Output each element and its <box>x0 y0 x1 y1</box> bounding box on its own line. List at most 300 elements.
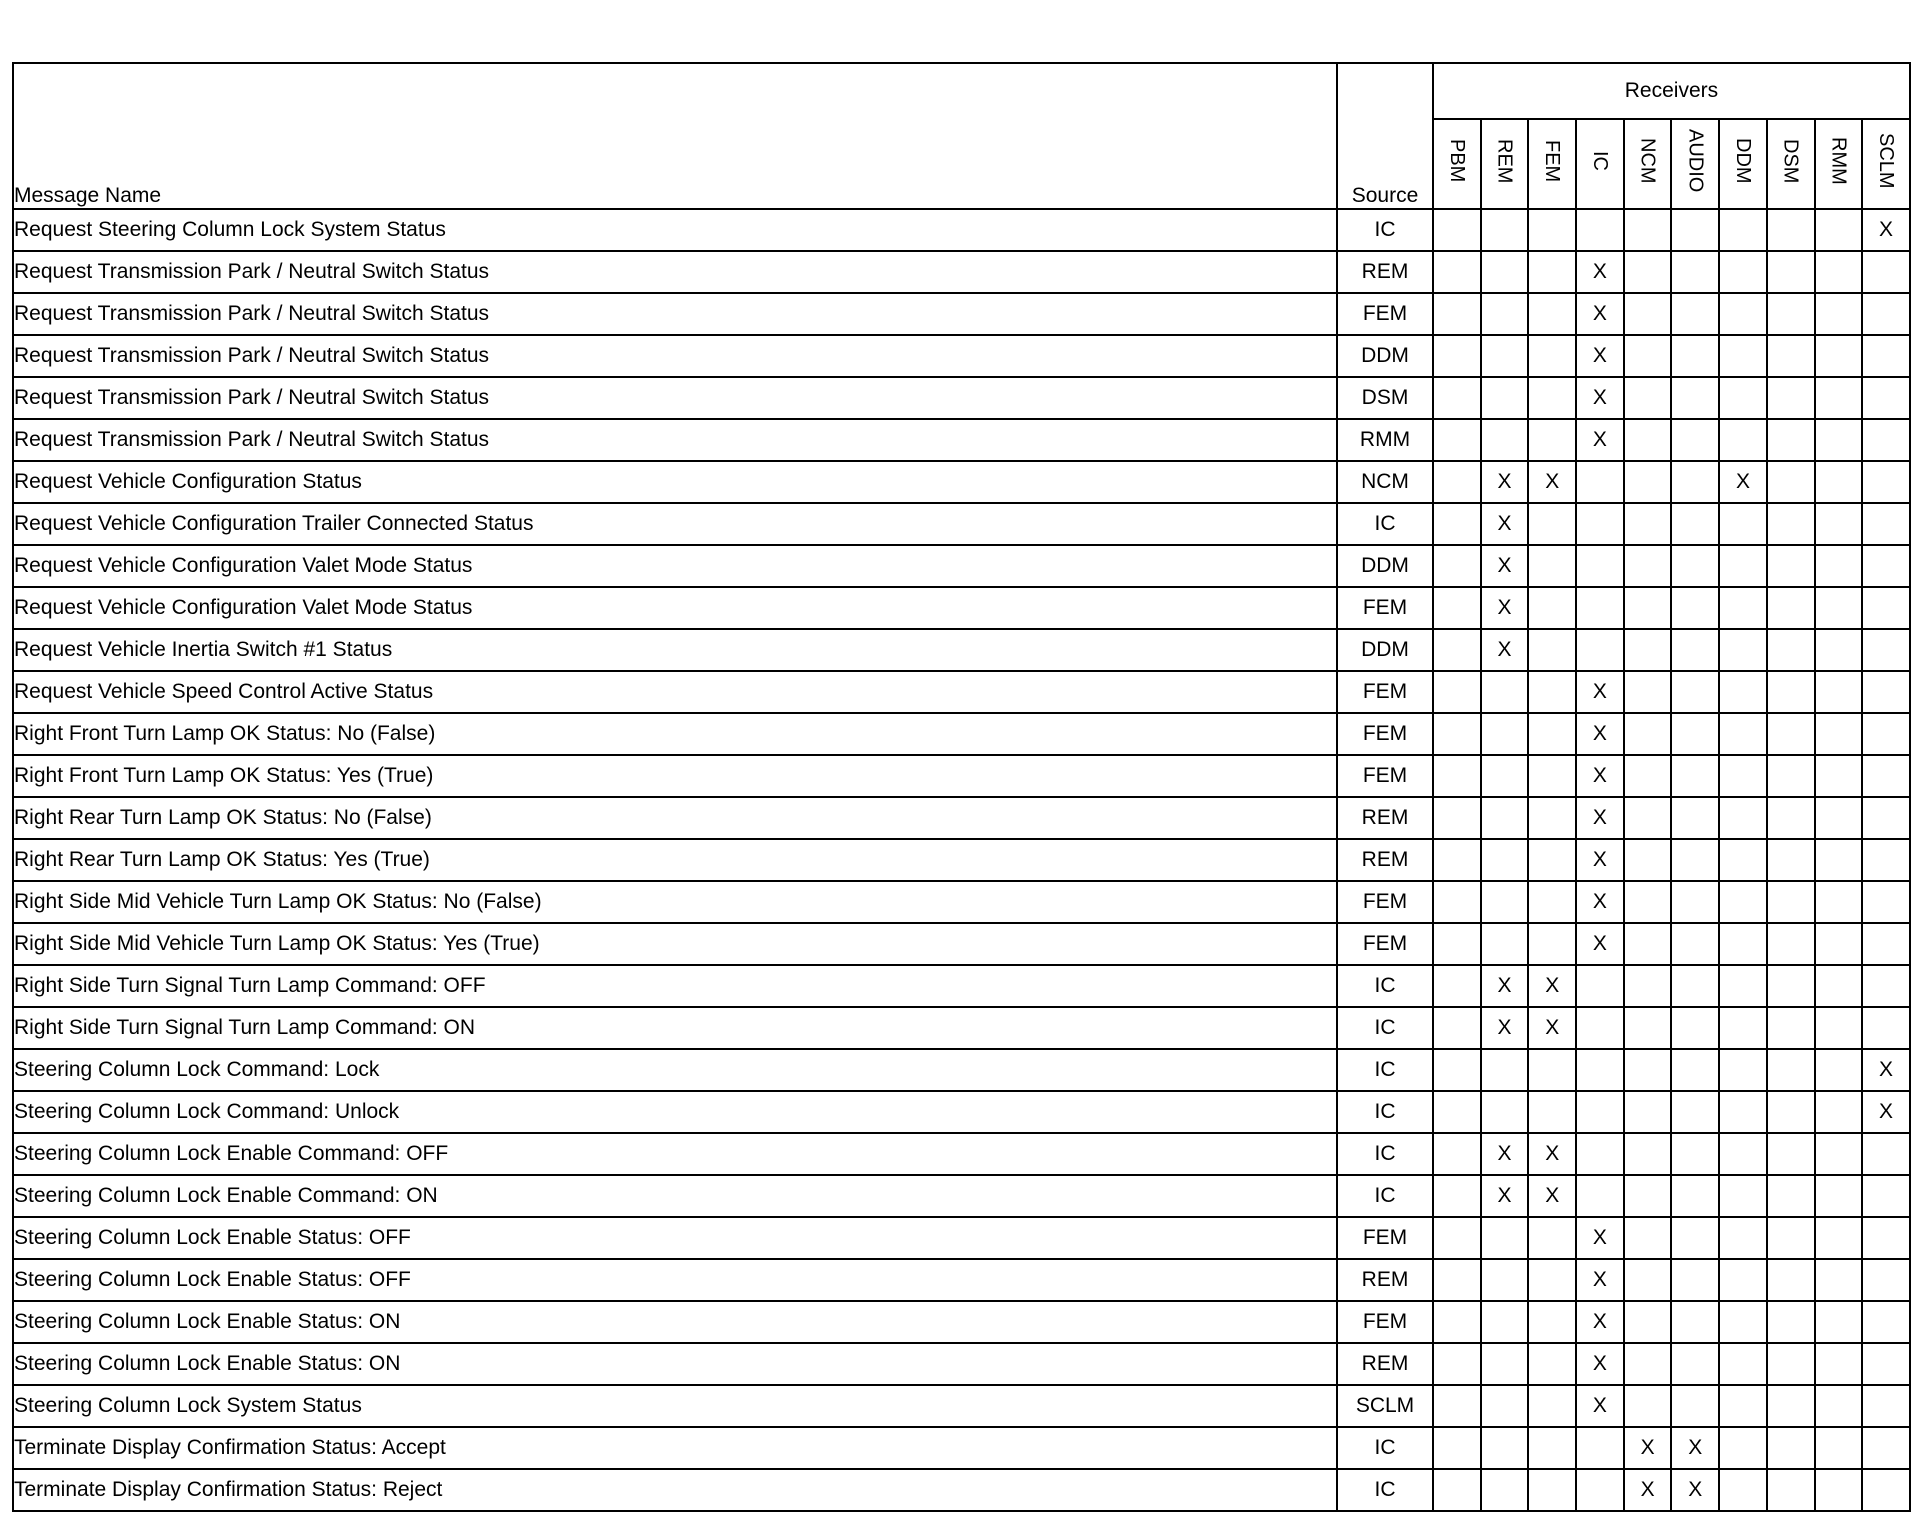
receiver-cell-pbm <box>1433 797 1481 839</box>
receiver-cell-ic: X <box>1576 251 1624 293</box>
receiver-cell-ncm <box>1624 419 1672 461</box>
message-name-cell: Request Vehicle Configuration Trailer Connected Status <box>13 503 1337 545</box>
source-cell: IC <box>1337 209 1433 251</box>
receiver-cell-rem <box>1481 923 1529 965</box>
table-row <box>13 587 1910 629</box>
receiver-cell-ddm <box>1719 1007 1767 1049</box>
receiver-cell-sclm <box>1862 797 1910 839</box>
message-name-cell: Steering Column Lock Enable Command: ON <box>13 1175 1337 1217</box>
table-row <box>13 251 1910 293</box>
receiver-cell-dsm <box>1767 1301 1815 1343</box>
receiver-cell-pbm <box>1433 377 1481 419</box>
receiver-cell-ddm <box>1719 1427 1767 1469</box>
receiver-cell-rmm <box>1815 1133 1863 1175</box>
receiver-cell-audio <box>1671 713 1719 755</box>
receiver-header-pbm <box>1433 119 1481 209</box>
receiver-cell-rmm <box>1815 503 1863 545</box>
receiver-cell-ddm <box>1719 1217 1767 1259</box>
receiver-cell-sclm <box>1862 1217 1910 1259</box>
receiver-cell-ic: X <box>1576 671 1624 713</box>
receiver-cell-fem <box>1528 629 1576 671</box>
message-name-cell: Steering Column Lock Enable Status: ON <box>13 1301 1337 1343</box>
message-name-cell: Right Side Mid Vehicle Turn Lamp OK Status: Yes (True) <box>13 923 1337 965</box>
receiver-cell-sclm <box>1862 1175 1910 1217</box>
receiver-cell-pbm <box>1433 1217 1481 1259</box>
receiver-cell-pbm <box>1433 1133 1481 1175</box>
receiver-cell-audio <box>1671 1133 1719 1175</box>
source-cell: IC <box>1337 1133 1433 1175</box>
receiver-cell-sclm <box>1862 1259 1910 1301</box>
table-row <box>13 1427 1910 1469</box>
source-cell: IC <box>1337 1427 1433 1469</box>
receiver-cell-ncm <box>1624 461 1672 503</box>
receiver-cell-fem <box>1528 755 1576 797</box>
receiver-cell-ddm <box>1719 1091 1767 1133</box>
receiver-cell-rem <box>1481 1385 1529 1427</box>
message-name-cell: Right Side Turn Signal Turn Lamp Command: ON <box>13 1007 1337 1049</box>
receiver-cell-sclm <box>1862 251 1910 293</box>
receiver-cell-ncm <box>1624 377 1672 419</box>
table-row <box>13 1217 1910 1259</box>
receiver-cell-dsm <box>1767 1007 1815 1049</box>
table-row <box>13 629 1910 671</box>
receiver-cell-ic: X <box>1576 1217 1624 1259</box>
receiver-cell-audio <box>1671 503 1719 545</box>
receiver-cell-rem <box>1481 839 1529 881</box>
receiver-cell-rmm <box>1815 1049 1863 1091</box>
receiver-cell-ic <box>1576 1427 1624 1469</box>
receiver-cell-ddm <box>1719 377 1767 419</box>
receiver-cell-ncm <box>1624 293 1672 335</box>
table-row <box>13 797 1910 839</box>
receiver-cell-dsm <box>1767 251 1815 293</box>
table-row <box>13 1301 1910 1343</box>
receiver-cell-rem <box>1481 293 1529 335</box>
receiver-cell-rmm <box>1815 1091 1863 1133</box>
receiver-cell-sclm <box>1862 1385 1910 1427</box>
receiver-cell-ncm <box>1624 881 1672 923</box>
receiver-cell-sclm <box>1862 881 1910 923</box>
receiver-cell-ddm <box>1719 629 1767 671</box>
source-cell: REM <box>1337 251 1433 293</box>
message-name-cell: Terminate Display Confirmation Status: Accept <box>13 1427 1337 1469</box>
receiver-cell-fem: X <box>1528 1175 1576 1217</box>
receiver-cell-ic <box>1576 629 1624 671</box>
receiver-cell-dsm <box>1767 965 1815 1007</box>
source-cell: NCM <box>1337 461 1433 503</box>
receiver-cell-rmm <box>1815 1217 1863 1259</box>
receiver-cell-dsm <box>1767 1343 1815 1385</box>
receiver-cell-pbm <box>1433 1007 1481 1049</box>
receiver-cell-sclm: X <box>1862 209 1910 251</box>
receiver-cell-rem <box>1481 1427 1529 1469</box>
source-header: Source <box>1337 63 1433 209</box>
receiver-header-audio <box>1671 119 1719 209</box>
message-name-cell: Request Vehicle Speed Control Active Status <box>13 671 1337 713</box>
receivers-header: Receivers <box>1433 63 1910 119</box>
receiver-header-ncm <box>1624 119 1672 209</box>
receiver-cell-audio <box>1671 797 1719 839</box>
message-name-cell: Steering Column Lock Enable Status: OFF <box>13 1259 1337 1301</box>
receiver-cell-ddm <box>1719 335 1767 377</box>
receiver-cell-rmm <box>1815 1427 1863 1469</box>
receiver-header-sclm <box>1862 119 1910 209</box>
receiver-cell-ncm <box>1624 713 1672 755</box>
table-row <box>13 755 1910 797</box>
receiver-cell-audio <box>1671 1175 1719 1217</box>
receiver-cell-fem <box>1528 1343 1576 1385</box>
receiver-cell-sclm <box>1862 1469 1910 1511</box>
receiver-cell-audio <box>1671 293 1719 335</box>
receiver-cell-ncm <box>1624 1259 1672 1301</box>
receiver-cell-rmm <box>1815 209 1863 251</box>
table-row <box>13 1259 1910 1301</box>
receiver-cell-fem: X <box>1528 1007 1576 1049</box>
receiver-cell-fem <box>1528 335 1576 377</box>
receiver-cell-fem: X <box>1528 965 1576 1007</box>
receiver-cell-rem: X <box>1481 1133 1529 1175</box>
receiver-cell-audio <box>1671 1343 1719 1385</box>
receiver-cell-pbm <box>1433 1091 1481 1133</box>
receiver-cell-pbm <box>1433 839 1481 881</box>
receiver-cell-dsm <box>1767 335 1815 377</box>
source-cell: REM <box>1337 1343 1433 1385</box>
receiver-cell-ic: X <box>1576 755 1624 797</box>
table-row <box>13 1133 1910 1175</box>
receiver-cell-ic <box>1576 545 1624 587</box>
table-row <box>13 209 1910 251</box>
receiver-cell-dsm <box>1767 1133 1815 1175</box>
receiver-cell-rmm <box>1815 335 1863 377</box>
receiver-cell-audio <box>1671 251 1719 293</box>
receiver-cell-ddm <box>1719 965 1767 1007</box>
receiver-cell-ic: X <box>1576 335 1624 377</box>
table-row <box>13 1385 1910 1427</box>
receiver-cell-rmm <box>1815 251 1863 293</box>
receiver-cell-dsm <box>1767 1217 1815 1259</box>
receiver-cell-pbm <box>1433 1049 1481 1091</box>
receiver-cell-rem <box>1481 1217 1529 1259</box>
receiver-header-label: AUDIO <box>1684 129 1707 193</box>
receiver-cell-ddm <box>1719 1049 1767 1091</box>
receiver-cell-ic: X <box>1576 713 1624 755</box>
receiver-cell-fem <box>1528 545 1576 587</box>
receiver-cell-rem <box>1481 713 1529 755</box>
message-name-cell: Steering Column Lock Enable Status: OFF <box>13 1217 1337 1259</box>
receiver-cell-ic: X <box>1576 1301 1624 1343</box>
receiver-cell-ncm: X <box>1624 1469 1672 1511</box>
receiver-cell-audio: X <box>1671 1469 1719 1511</box>
message-name-cell: Right Front Turn Lamp OK Status: No (False) <box>13 713 1337 755</box>
receiver-cell-rem <box>1481 209 1529 251</box>
receiver-cell-rmm <box>1815 965 1863 1007</box>
table-row <box>13 1175 1910 1217</box>
receiver-cell-ic <box>1576 1049 1624 1091</box>
receiver-cell-fem <box>1528 1469 1576 1511</box>
receiver-cell-audio <box>1671 839 1719 881</box>
receiver-cell-dsm <box>1767 209 1815 251</box>
source-cell: IC <box>1337 503 1433 545</box>
receiver-cell-pbm <box>1433 713 1481 755</box>
receiver-cell-dsm <box>1767 1175 1815 1217</box>
receiver-header-label: IC <box>1588 151 1611 171</box>
receiver-cell-pbm <box>1433 335 1481 377</box>
receiver-cell-dsm <box>1767 1049 1815 1091</box>
message-name-cell: Request Transmission Park / Neutral Switch Status <box>13 419 1337 461</box>
receiver-cell-sclm <box>1862 1343 1910 1385</box>
receiver-header-label: NCM <box>1636 138 1659 184</box>
receiver-cell-fem <box>1528 251 1576 293</box>
receiver-cell-rem <box>1481 419 1529 461</box>
message-name-cell: Right Front Turn Lamp OK Status: Yes (True) <box>13 755 1337 797</box>
message-name-cell: Steering Column Lock System Status <box>13 1385 1337 1427</box>
table-row <box>13 1091 1910 1133</box>
receiver-cell-rmm <box>1815 713 1863 755</box>
receiver-cell-pbm <box>1433 209 1481 251</box>
receiver-header-label: SCLM <box>1875 133 1898 189</box>
receiver-cell-pbm <box>1433 503 1481 545</box>
receiver-cell-audio <box>1671 1259 1719 1301</box>
message-name-cell: Right Side Mid Vehicle Turn Lamp OK Status: No (False) <box>13 881 1337 923</box>
receiver-header-ddm <box>1719 119 1767 209</box>
table-row <box>13 881 1910 923</box>
receiver-cell-ddm <box>1719 923 1767 965</box>
receiver-cell-fem <box>1528 1427 1576 1469</box>
receiver-cell-sclm <box>1862 293 1910 335</box>
receiver-cell-ic <box>1576 1007 1624 1049</box>
receiver-cell-fem <box>1528 1217 1576 1259</box>
receiver-cell-pbm <box>1433 461 1481 503</box>
message-name-cell: Right Rear Turn Lamp OK Status: No (False) <box>13 797 1337 839</box>
receiver-cell-ddm <box>1719 1259 1767 1301</box>
source-cell: FEM <box>1337 881 1433 923</box>
receiver-cell-rmm <box>1815 881 1863 923</box>
receiver-cell-rmm <box>1815 377 1863 419</box>
table-row <box>13 419 1910 461</box>
receiver-cell-ncm <box>1624 1385 1672 1427</box>
receiver-cell-ncm <box>1624 923 1672 965</box>
receiver-cell-ncm <box>1624 503 1672 545</box>
source-cell: FEM <box>1337 755 1433 797</box>
receiver-cell-ddm <box>1719 251 1767 293</box>
receiver-cell-rmm <box>1815 1007 1863 1049</box>
receiver-cell-ddm <box>1719 1133 1767 1175</box>
source-cell: SCLM <box>1337 1385 1433 1427</box>
receiver-header-fem <box>1528 119 1576 209</box>
table-row <box>13 335 1910 377</box>
receiver-cell-ic: X <box>1576 1259 1624 1301</box>
receiver-cell-rem <box>1481 377 1529 419</box>
message-name-cell: Request Vehicle Configuration Status <box>13 461 1337 503</box>
receiver-cell-ncm <box>1624 1007 1672 1049</box>
message-name-cell: Steering Column Lock Enable Command: OFF <box>13 1133 1337 1175</box>
receiver-cell-sclm: X <box>1862 1091 1910 1133</box>
table-row <box>13 671 1910 713</box>
receiver-cell-dsm <box>1767 503 1815 545</box>
message-matrix-table <box>12 62 1911 1512</box>
source-cell: DDM <box>1337 629 1433 671</box>
source-cell: REM <box>1337 797 1433 839</box>
receiver-cell-rem <box>1481 1259 1529 1301</box>
source-cell: FEM <box>1337 923 1433 965</box>
receiver-cell-rmm <box>1815 755 1863 797</box>
receiver-cell-ddm <box>1719 587 1767 629</box>
receiver-cell-ncm <box>1624 1175 1672 1217</box>
receiver-cell-dsm <box>1767 293 1815 335</box>
receiver-cell-ddm <box>1719 797 1767 839</box>
receiver-cell-sclm <box>1862 419 1910 461</box>
source-cell: IC <box>1337 1049 1433 1091</box>
receiver-cell-dsm <box>1767 545 1815 587</box>
receiver-cell-pbm <box>1433 629 1481 671</box>
receiver-cell-ddm <box>1719 671 1767 713</box>
receiver-cell-dsm <box>1767 587 1815 629</box>
receiver-header-label: FEM <box>1541 139 1564 183</box>
receiver-cell-fem <box>1528 209 1576 251</box>
receiver-header-label: DDM <box>1731 138 1754 184</box>
receiver-cell-ddm <box>1719 755 1767 797</box>
receiver-cell-sclm <box>1862 1007 1910 1049</box>
table-row <box>13 713 1910 755</box>
receiver-cell-sclm <box>1862 629 1910 671</box>
receiver-cell-sclm <box>1862 755 1910 797</box>
receiver-cell-sclm <box>1862 713 1910 755</box>
receiver-cell-pbm <box>1433 1259 1481 1301</box>
receiver-cell-rem: X <box>1481 545 1529 587</box>
receiver-cell-dsm <box>1767 629 1815 671</box>
receiver-cell-sclm <box>1862 839 1910 881</box>
message-name-cell: Right Rear Turn Lamp OK Status: Yes (True) <box>13 839 1337 881</box>
receiver-cell-ncm <box>1624 1091 1672 1133</box>
receiver-cell-rem <box>1481 881 1529 923</box>
receiver-cell-rem <box>1481 671 1529 713</box>
receiver-cell-rmm <box>1815 461 1863 503</box>
message-name-cell: Steering Column Lock Enable Status: ON <box>13 1343 1337 1385</box>
message-name-cell: Request Vehicle Inertia Switch #1 Status <box>13 629 1337 671</box>
receiver-header-label: REM <box>1493 138 1516 184</box>
source-cell: IC <box>1337 1175 1433 1217</box>
receiver-cell-ddm <box>1719 839 1767 881</box>
receiver-cell-audio <box>1671 377 1719 419</box>
receiver-header-ic <box>1576 119 1624 209</box>
receiver-cell-ddm <box>1719 545 1767 587</box>
receiver-cell-rem <box>1481 1343 1529 1385</box>
receiver-cell-audio <box>1671 1217 1719 1259</box>
receiver-cell-rem: X <box>1481 503 1529 545</box>
receiver-cell-ddm <box>1719 1175 1767 1217</box>
receiver-cell-rem: X <box>1481 965 1529 1007</box>
receiver-cell-ic <box>1576 1175 1624 1217</box>
receiver-cell-sclm <box>1862 1133 1910 1175</box>
receiver-cell-ncm <box>1624 335 1672 377</box>
receiver-header-label: RMM <box>1827 137 1850 185</box>
receiver-cell-ddm <box>1719 419 1767 461</box>
receiver-cell-audio <box>1671 587 1719 629</box>
receiver-cell-fem <box>1528 293 1576 335</box>
message-name-cell: Request Transmission Park / Neutral Switch Status <box>13 377 1337 419</box>
receiver-cell-rem: X <box>1481 1007 1529 1049</box>
receiver-cell-ncm <box>1624 587 1672 629</box>
receiver-cell-rem: X <box>1481 587 1529 629</box>
receiver-cell-ncm <box>1624 545 1672 587</box>
receiver-cell-ic: X <box>1576 1385 1624 1427</box>
receiver-cell-fem <box>1528 1385 1576 1427</box>
receiver-header-label: DSM <box>1779 138 1802 184</box>
receiver-cell-dsm <box>1767 461 1815 503</box>
receiver-cell-ncm <box>1624 209 1672 251</box>
receiver-cell-ncm <box>1624 965 1672 1007</box>
receiver-cell-audio <box>1671 755 1719 797</box>
source-cell: FEM <box>1337 713 1433 755</box>
receiver-cell-rmm <box>1815 1469 1863 1511</box>
receiver-cell-audio <box>1671 629 1719 671</box>
message-name-cell: Request Transmission Park / Neutral Switch Status <box>13 335 1337 377</box>
table-row <box>13 923 1910 965</box>
receiver-cell-audio <box>1671 419 1719 461</box>
receiver-cell-pbm <box>1433 965 1481 1007</box>
receiver-cell-audio <box>1671 1091 1719 1133</box>
receiver-cell-rem <box>1481 251 1529 293</box>
receiver-cell-rem <box>1481 755 1529 797</box>
source-cell: REM <box>1337 1259 1433 1301</box>
receiver-cell-audio <box>1671 335 1719 377</box>
receiver-cell-ic: X <box>1576 923 1624 965</box>
receiver-cell-ddm <box>1719 881 1767 923</box>
source-cell: FEM <box>1337 1217 1433 1259</box>
receiver-cell-ncm <box>1624 1049 1672 1091</box>
receiver-cell-pbm <box>1433 755 1481 797</box>
receiver-cell-rmm <box>1815 1301 1863 1343</box>
receiver-cell-fem <box>1528 1259 1576 1301</box>
receiver-cell-dsm <box>1767 1385 1815 1427</box>
receiver-cell-sclm <box>1862 335 1910 377</box>
receiver-cell-ic <box>1576 461 1624 503</box>
receiver-cell-ncm <box>1624 755 1672 797</box>
receiver-cell-sclm <box>1862 1427 1910 1469</box>
receiver-cell-rem <box>1481 1301 1529 1343</box>
receiver-cell-fem <box>1528 671 1576 713</box>
receiver-cell-rem <box>1481 797 1529 839</box>
receiver-cell-ic <box>1576 1469 1624 1511</box>
receiver-cell-pbm <box>1433 923 1481 965</box>
receiver-cell-dsm <box>1767 755 1815 797</box>
receiver-cell-rmm <box>1815 1343 1863 1385</box>
message-name-cell: Request Transmission Park / Neutral Switch Status <box>13 251 1337 293</box>
receiver-cell-fem <box>1528 1091 1576 1133</box>
receiver-header-label: PBM <box>1445 139 1468 183</box>
receiver-cell-fem <box>1528 377 1576 419</box>
receiver-cell-rmm <box>1815 587 1863 629</box>
receiver-cell-ic: X <box>1576 377 1624 419</box>
receiver-header-dsm <box>1767 119 1815 209</box>
receiver-cell-fem <box>1528 797 1576 839</box>
table-row <box>13 377 1910 419</box>
receiver-cell-dsm <box>1767 671 1815 713</box>
receiver-cell-fem <box>1528 923 1576 965</box>
receiver-cell-ncm <box>1624 671 1672 713</box>
source-cell: DSM <box>1337 377 1433 419</box>
receiver-cell-ddm <box>1719 1385 1767 1427</box>
receiver-cell-sclm <box>1862 461 1910 503</box>
receiver-cell-ic <box>1576 587 1624 629</box>
receiver-cell-audio <box>1671 923 1719 965</box>
receiver-cell-ddm <box>1719 1469 1767 1511</box>
receiver-cell-rmm <box>1815 1175 1863 1217</box>
receiver-cell-fem <box>1528 503 1576 545</box>
table-row <box>13 1049 1910 1091</box>
receiver-cell-audio <box>1671 1007 1719 1049</box>
receiver-cell-sclm <box>1862 1301 1910 1343</box>
